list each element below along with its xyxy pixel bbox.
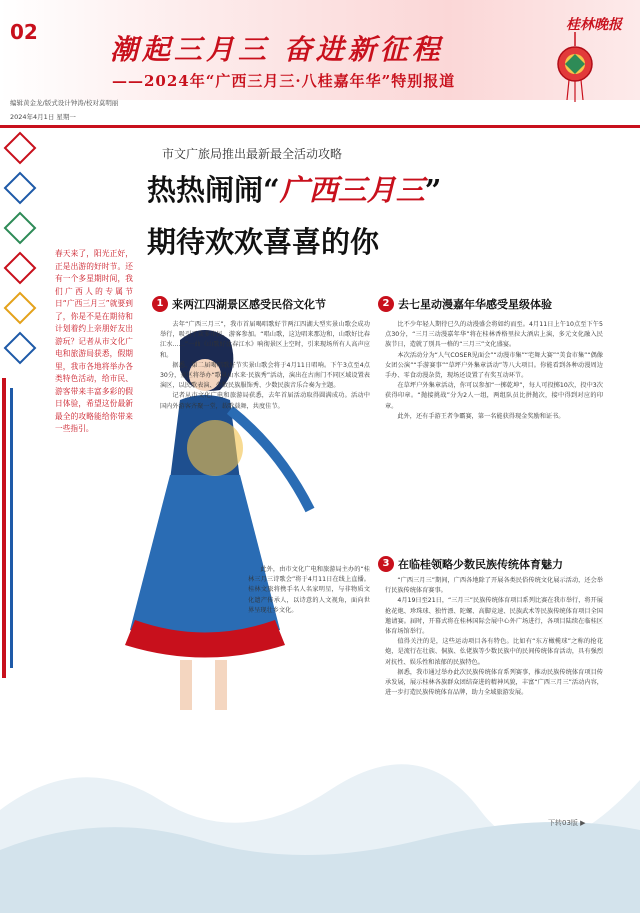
- section-1-body: [160, 320, 370, 412]
- headline-part-1: 热热闹闹“: [147, 173, 280, 207]
- paragraph: 此外，由市文化广电和旅游局主办的“桂林三月三诗歌会”将于4月11日在线上直播。桂林文旅将携手名人名家明星，与非物质文化遗产传承人，以诗意的人文视角，面向世界呈现壮乡文化。: [248, 566, 370, 614]
- embroidered-ball-ornament-icon: [545, 32, 605, 102]
- newspaper-logo: 桂林晚报: [566, 17, 622, 33]
- paragraph: 在草坪户外集章活动，你可以参加“一掷乾坤”，每人可投掷10次，投中3次获得印章。“抛接挑战”分为2人一组，两组队员比拼抛次，接中得到对应的印章。: [385, 382, 603, 410]
- headline-line-1: [147, 168, 441, 209]
- section-1-heading: [152, 296, 326, 312]
- special-report-title: 潮起三月三 奋进新征程: [110, 33, 444, 66]
- header-divider: [0, 125, 640, 128]
- paragraph: 本次活动分为“人气COSER见面会”“动漫市集”“宅舞大赛”“美食市集”“偶像女团公演”“手游赛事”“草坪户外集章活动”等八大项目。你能看到各种动漫周边手办、零食动漫杂货，现场还设置了有奖互动环节。: [385, 351, 603, 380]
- paragraph: 值得关注的是，这些运动项目各有特色。比如有“东方橄榄球”之称的抢花炮，是流行在壮族、侗族、仫佬族等少数民族中的民间传统体育活动，具有强烈对抗性、娱乐性和浓郁的民族特色。: [385, 638, 603, 666]
- section-2-heading: [378, 296, 552, 312]
- article-kicker: 市文广旅局推出最新最全活动攻略: [162, 147, 343, 161]
- page-number: 02: [10, 20, 38, 44]
- dateline: 2024年4月1日 星期一: [10, 113, 76, 121]
- article-intro: 春天来了，阳光正好，正是出游的好时节。还有一个多星期时间，我们广西人的专属节日“广西三月三”就要到了，你是不是在期待和计划着约上亲朋好友出游玩？记者从市文化广电和旅游局获悉，假期里，我市各地将举办各类特色活动，给市民、游客带来丰富多彩的假日体验，希望这份最新最全的攻略能给你带来一些指引。: [55, 249, 133, 433]
- section-2-body: [385, 320, 603, 422]
- section-2-title: 去七星动漫嘉年华感受星级体验: [398, 298, 552, 311]
- paragraph: 去年“广西三月三”，我市首届喝唱歌好节两江四湖大型实景山歌会成功举行，吸引了众多市民、游客参加。“唱山歌，这边唱来那边和，山歌好比春江水……”一曲《山歌好比春江水》响彻景区上空时，引来现场所有人高声应和。: [160, 321, 370, 359]
- section-3-number: 3: [378, 556, 394, 572]
- section-3-title: 在临桂领略少数民族传统体育魅力: [398, 558, 563, 571]
- headline-line-2: 期待欢欢喜喜的你: [147, 225, 380, 259]
- arrow-right-icon: ▶: [580, 819, 586, 827]
- paragraph: 比不少年轻人期待已久的动漫盛会将如约而至。4月11日上午10点至下午5点30分，“三月三动漫嘉年华”将在桂林香格里拉大酒店上演，多元文化融入民族节日，造就了别具一格的“三月三”文化盛宴。: [385, 321, 603, 349]
- editor-credits: 编辑黄金龙/版式设计钟涛/校对莫明丽: [10, 99, 119, 107]
- paragraph: 据悉，第二届喝唱歌好节实景山歌会将于4月11日唱响。下午3点至4点30分，景区将举办“歌从山水来·民族秀”活动，演出在古南门不同区域设置表演区，以民歌表演、少数民族服饰秀、少数民族音乐合奏为主题。: [160, 361, 370, 390]
- section-3-heading: [378, 556, 563, 572]
- section-3-body: [385, 576, 603, 698]
- paragraph: 4月19日至21日，“三月三”民族传统体育项目系列比赛在我市举行，将开展抢花炮、珍珠球、独竹漂、陀螺、高脚竞速、民族武术等民族传统体育项目全国邀请赛。届时，开幕式将在桂林国际会展中心外广场进行，各项目陆续在临桂区体育场馆举行。: [385, 597, 603, 636]
- continued-label: 下转03版: [548, 819, 578, 827]
- continued-on-page[interactable]: [548, 818, 586, 828]
- paragraph: 此外，还有手游王者争霸赛，第一名能获得现金奖励和证书。: [397, 412, 565, 420]
- section-1-body-continued: [248, 565, 370, 616]
- paragraph: 记者从市文化广电和旅游局获悉，去年首届活动取得圆满成功。活动中国内外游客齐聚一堂，载歌载舞，共度佳节。: [160, 392, 370, 410]
- paragraph: 据悉，我市通过举办此次民族传统体育系列赛事，推动民族传统体育项目传承发展，展示桂林各族群众团结奋进的精神风貌，丰富“广西三月三”活动内容，进一步打造民族传统体育品牌，助力全域旅游发展。: [385, 668, 603, 697]
- paragraph: “广西三月三”期间，广西各地除了开展各类民俗传统文化展示活动，还会举行民族传统体育赛事。: [385, 577, 603, 595]
- special-report-subtitle: ——2024年“广西三月三·八桂嘉年华”特别报道: [112, 72, 456, 90]
- section-2-number: 2: [378, 296, 394, 312]
- section-1-title: 来两江四湖景区感受民俗文化节: [172, 298, 326, 311]
- headline-red-text: 广西三月三: [279, 173, 425, 207]
- headline-quote-end: ”: [424, 173, 442, 207]
- section-1-number: 1: [152, 296, 168, 312]
